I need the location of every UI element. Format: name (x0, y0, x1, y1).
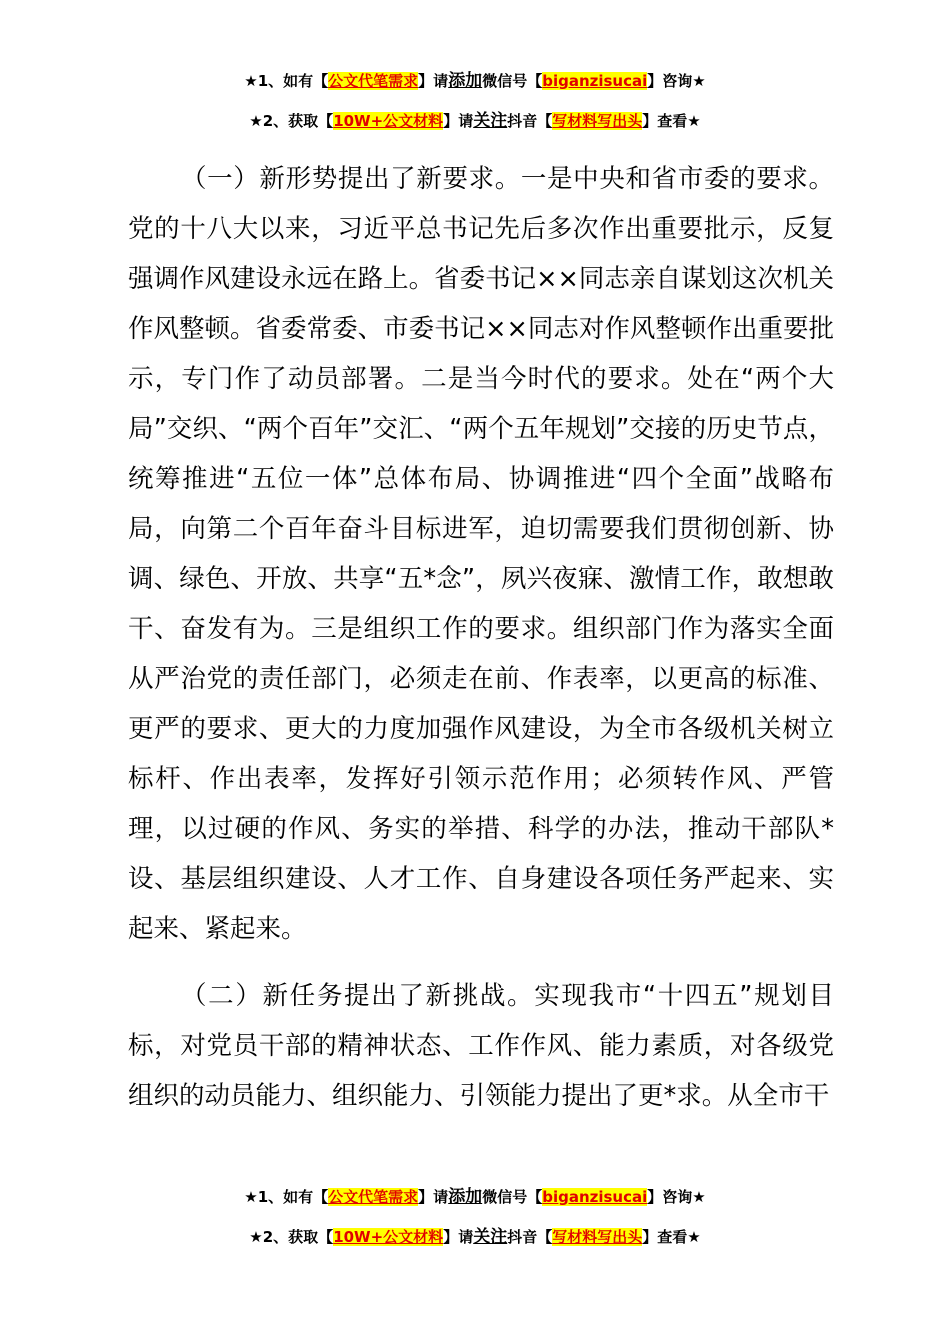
underlined-text: 关注 (473, 111, 508, 131)
banner-text: 】查看★ (642, 112, 701, 130)
banner-text: ★1、如有【 (244, 72, 329, 90)
footer-banner-line-2 (0, 1226, 950, 1248)
highlighted-text: biganzisucai (542, 1188, 648, 1206)
underlined-text: 添加 (448, 71, 483, 91)
banner-text: 】请 (418, 72, 449, 90)
banner-text: ★2、获取【 (249, 112, 334, 130)
highlighted-text: 写材料写出头 (552, 1228, 643, 1246)
paragraph-1: （一）新形势提出了新要求。一是中央和省市委的要求。党的十八大以来，习近平总书记先后多次作出重要批示，反复强调作风建设永远在路上。省委书记××同志亲自谋划这次机关作风整顿。省委常委、市委书记××同志对作风整顿作出重要批示，专门作了动员部署。二是当今时代的要求。处在“两个大局”交织、“两个百年”交汇、“两个五年规划”交接的历史节点，统筹推进“五位一体”总体布局、协调推进“四个全面”战略布局，向第二个百年奋斗目标进军，迫切需要我们贯彻创新、协调、绿色、开放、共享“五*念”，夙兴夜寐、激情工作，敢想敢干、奋发有为。三是组织工作的要求。组织部门作为落实全面从严治党的责任部门，必须走在前、作表率，以更高的标准、更严的要求、更大的力度加强作风建设，为全市各级机关树立标杆、作出表率，发挥好引领示范作用；必须转作风、严管理，以过硬的作风、务实的举措、科学的办法，推动干部队*设、基层组织建设、人才工作、自身建设各项任务严起来、实起来、紧起来。 (128, 164, 834, 944)
banner-text: 】咨询★ (647, 1188, 706, 1206)
highlighted-text: 10W+公文材料 (333, 112, 444, 130)
banner-text: 】请 (443, 112, 474, 130)
banner-text: 】请 (443, 1228, 474, 1246)
banner-text: 抖音【 (507, 112, 553, 130)
banner-text: 微信号【 (482, 72, 543, 90)
highlighted-text: 公文代笔需求 (328, 1188, 419, 1206)
document-body (128, 154, 834, 1121)
banner-text: 】咨询★ (647, 72, 706, 90)
highlighted-text: 公文代笔需求 (328, 72, 419, 90)
header-banner-line-2 (0, 110, 950, 132)
banner-text: 】请 (418, 1188, 449, 1206)
highlighted-text: 10W+公文材料 (333, 1228, 444, 1246)
underlined-text: 关注 (473, 1227, 508, 1247)
paragraph-2: （二）新任务提出了新挑战。实现我市“十四五”规划目标，对党员干部的精神状态、工作作风、能力素质，对各级党组织的动员能力、组织能力、引领能力提出了更*求。从全市干 (128, 981, 834, 1111)
banner-text: 】查看★ (642, 1228, 701, 1246)
footer-banner-line-1 (0, 1186, 950, 1208)
highlighted-text: 写材料写出头 (552, 112, 643, 130)
banner-text: 抖音【 (507, 1228, 553, 1246)
header-banner-line-1 (0, 70, 950, 92)
underlined-text: 添加 (448, 1187, 483, 1207)
banner-text: 微信号【 (482, 1188, 543, 1206)
highlighted-text: biganzisucai (542, 72, 648, 90)
banner-text: ★1、如有【 (244, 1188, 329, 1206)
banner-text: ★2、获取【 (249, 1228, 334, 1246)
